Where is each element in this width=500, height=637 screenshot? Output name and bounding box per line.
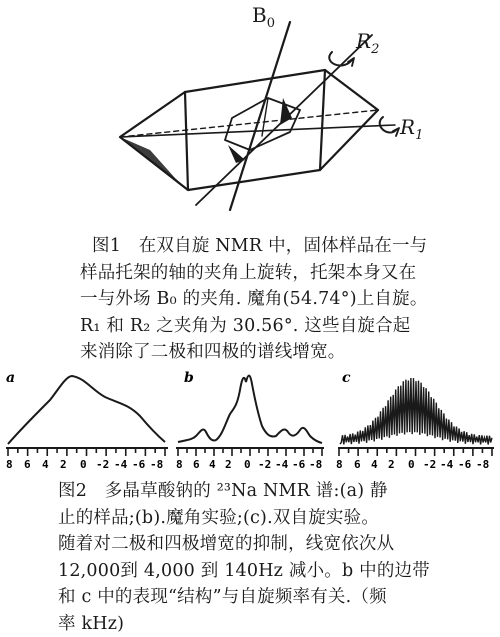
spectrum-b-curve	[178, 376, 322, 444]
tick-label: -8	[150, 458, 163, 471]
tick-label: -4	[114, 458, 128, 471]
tick-label: 8	[336, 458, 343, 471]
b0-label: $B_0$	[252, 3, 275, 31]
spectrum-c-tick-labels	[336, 458, 489, 471]
tick-label: -2	[258, 458, 271, 471]
tick-label: 2	[388, 458, 395, 471]
panel-label-a: a	[6, 370, 15, 386]
tick-label: -6	[132, 458, 146, 471]
r2-label: $R_2$	[355, 29, 379, 57]
tick-label: -6	[292, 458, 306, 471]
rotor-outline	[120, 70, 378, 190]
spectrum-a-curve	[8, 376, 165, 444]
tick-label: 0	[80, 458, 87, 471]
nmr-spectra-figure	[0, 370, 500, 475]
r1-label: $R_1$	[399, 115, 423, 143]
spectrum-c-ticks	[339, 448, 492, 456]
tick-label: -8	[309, 458, 322, 471]
tick-label: 6	[193, 458, 200, 471]
spectrum-a-tick-labels	[6, 458, 163, 471]
tick-label: 0	[244, 458, 251, 471]
figure1-caption-line: 样品托架的轴的夹角上旋转，托架本身又在	[80, 260, 500, 287]
tick-label: -2	[423, 458, 436, 471]
figure2-caption-line: 12,000到 4,000 到 140Hz 减小。b 中的边带	[58, 558, 500, 585]
tick-label: 2	[60, 458, 67, 471]
tick-label: 4	[209, 458, 216, 471]
spectrum-b-ticks	[178, 448, 322, 456]
spectrum-a-ticks	[8, 448, 165, 456]
tick-label: -4	[275, 458, 289, 471]
figure2-caption-line: 和 c 中的表现“结构”与自旋频率有关.（频	[58, 584, 500, 611]
spectrum-panel-c	[336, 370, 494, 471]
tick-label: 8	[6, 458, 13, 471]
figure2-caption-line: 率 kHz)	[58, 611, 500, 637]
tick-label: 6	[24, 458, 31, 471]
tick-label: 0	[408, 458, 415, 471]
panel-label-c: c	[342, 370, 351, 386]
figure2-caption-line: 随着对二极和四极增宽的抑制，线宽依次从	[58, 531, 500, 558]
tick-label: 2	[225, 458, 232, 471]
figure1-caption-line: R₁ 和 R₂ 之夹角为 30.56°. 这些自旋合起	[80, 313, 500, 340]
figure1-caption-line: 图1 在双自旋 NMR 中，固体样品在一与	[92, 233, 500, 260]
tick-label: -8	[476, 458, 489, 471]
spectrum-c-curve	[340, 378, 492, 445]
spectrum-b-tick-labels	[176, 458, 322, 471]
panel-label-b: b	[184, 370, 194, 386]
figure1-caption-line: 来消除了二极和四极的谱线增宽。	[80, 339, 500, 366]
tick-label: -2	[96, 458, 109, 471]
figure2-caption-line: 止的样品;(b).魔角实验;(c).双自旋实验。	[58, 505, 500, 532]
figure2-caption	[0, 478, 500, 637]
spectrum-panel-a	[6, 370, 168, 471]
tick-label: -6	[458, 458, 472, 471]
figure2-caption-line: 图2 多晶草酸钠的 ²³Na NMR 谱:(a) 静	[58, 478, 500, 505]
figure1-caption	[0, 233, 500, 366]
double-rotation-diagram	[0, 0, 500, 230]
tick-label: 4	[42, 458, 49, 471]
tick-label: 8	[176, 458, 183, 471]
figure1-caption-line: 一与外场 B₀ 的夹角. 魔角(54.74°)上自旋。	[80, 286, 500, 313]
tick-label: -4	[440, 458, 454, 471]
tick-label: 6	[354, 458, 361, 471]
tick-label: 4	[371, 458, 378, 471]
rotor-edge-top	[185, 92, 188, 190]
spectrum-panel-b	[176, 370, 324, 471]
